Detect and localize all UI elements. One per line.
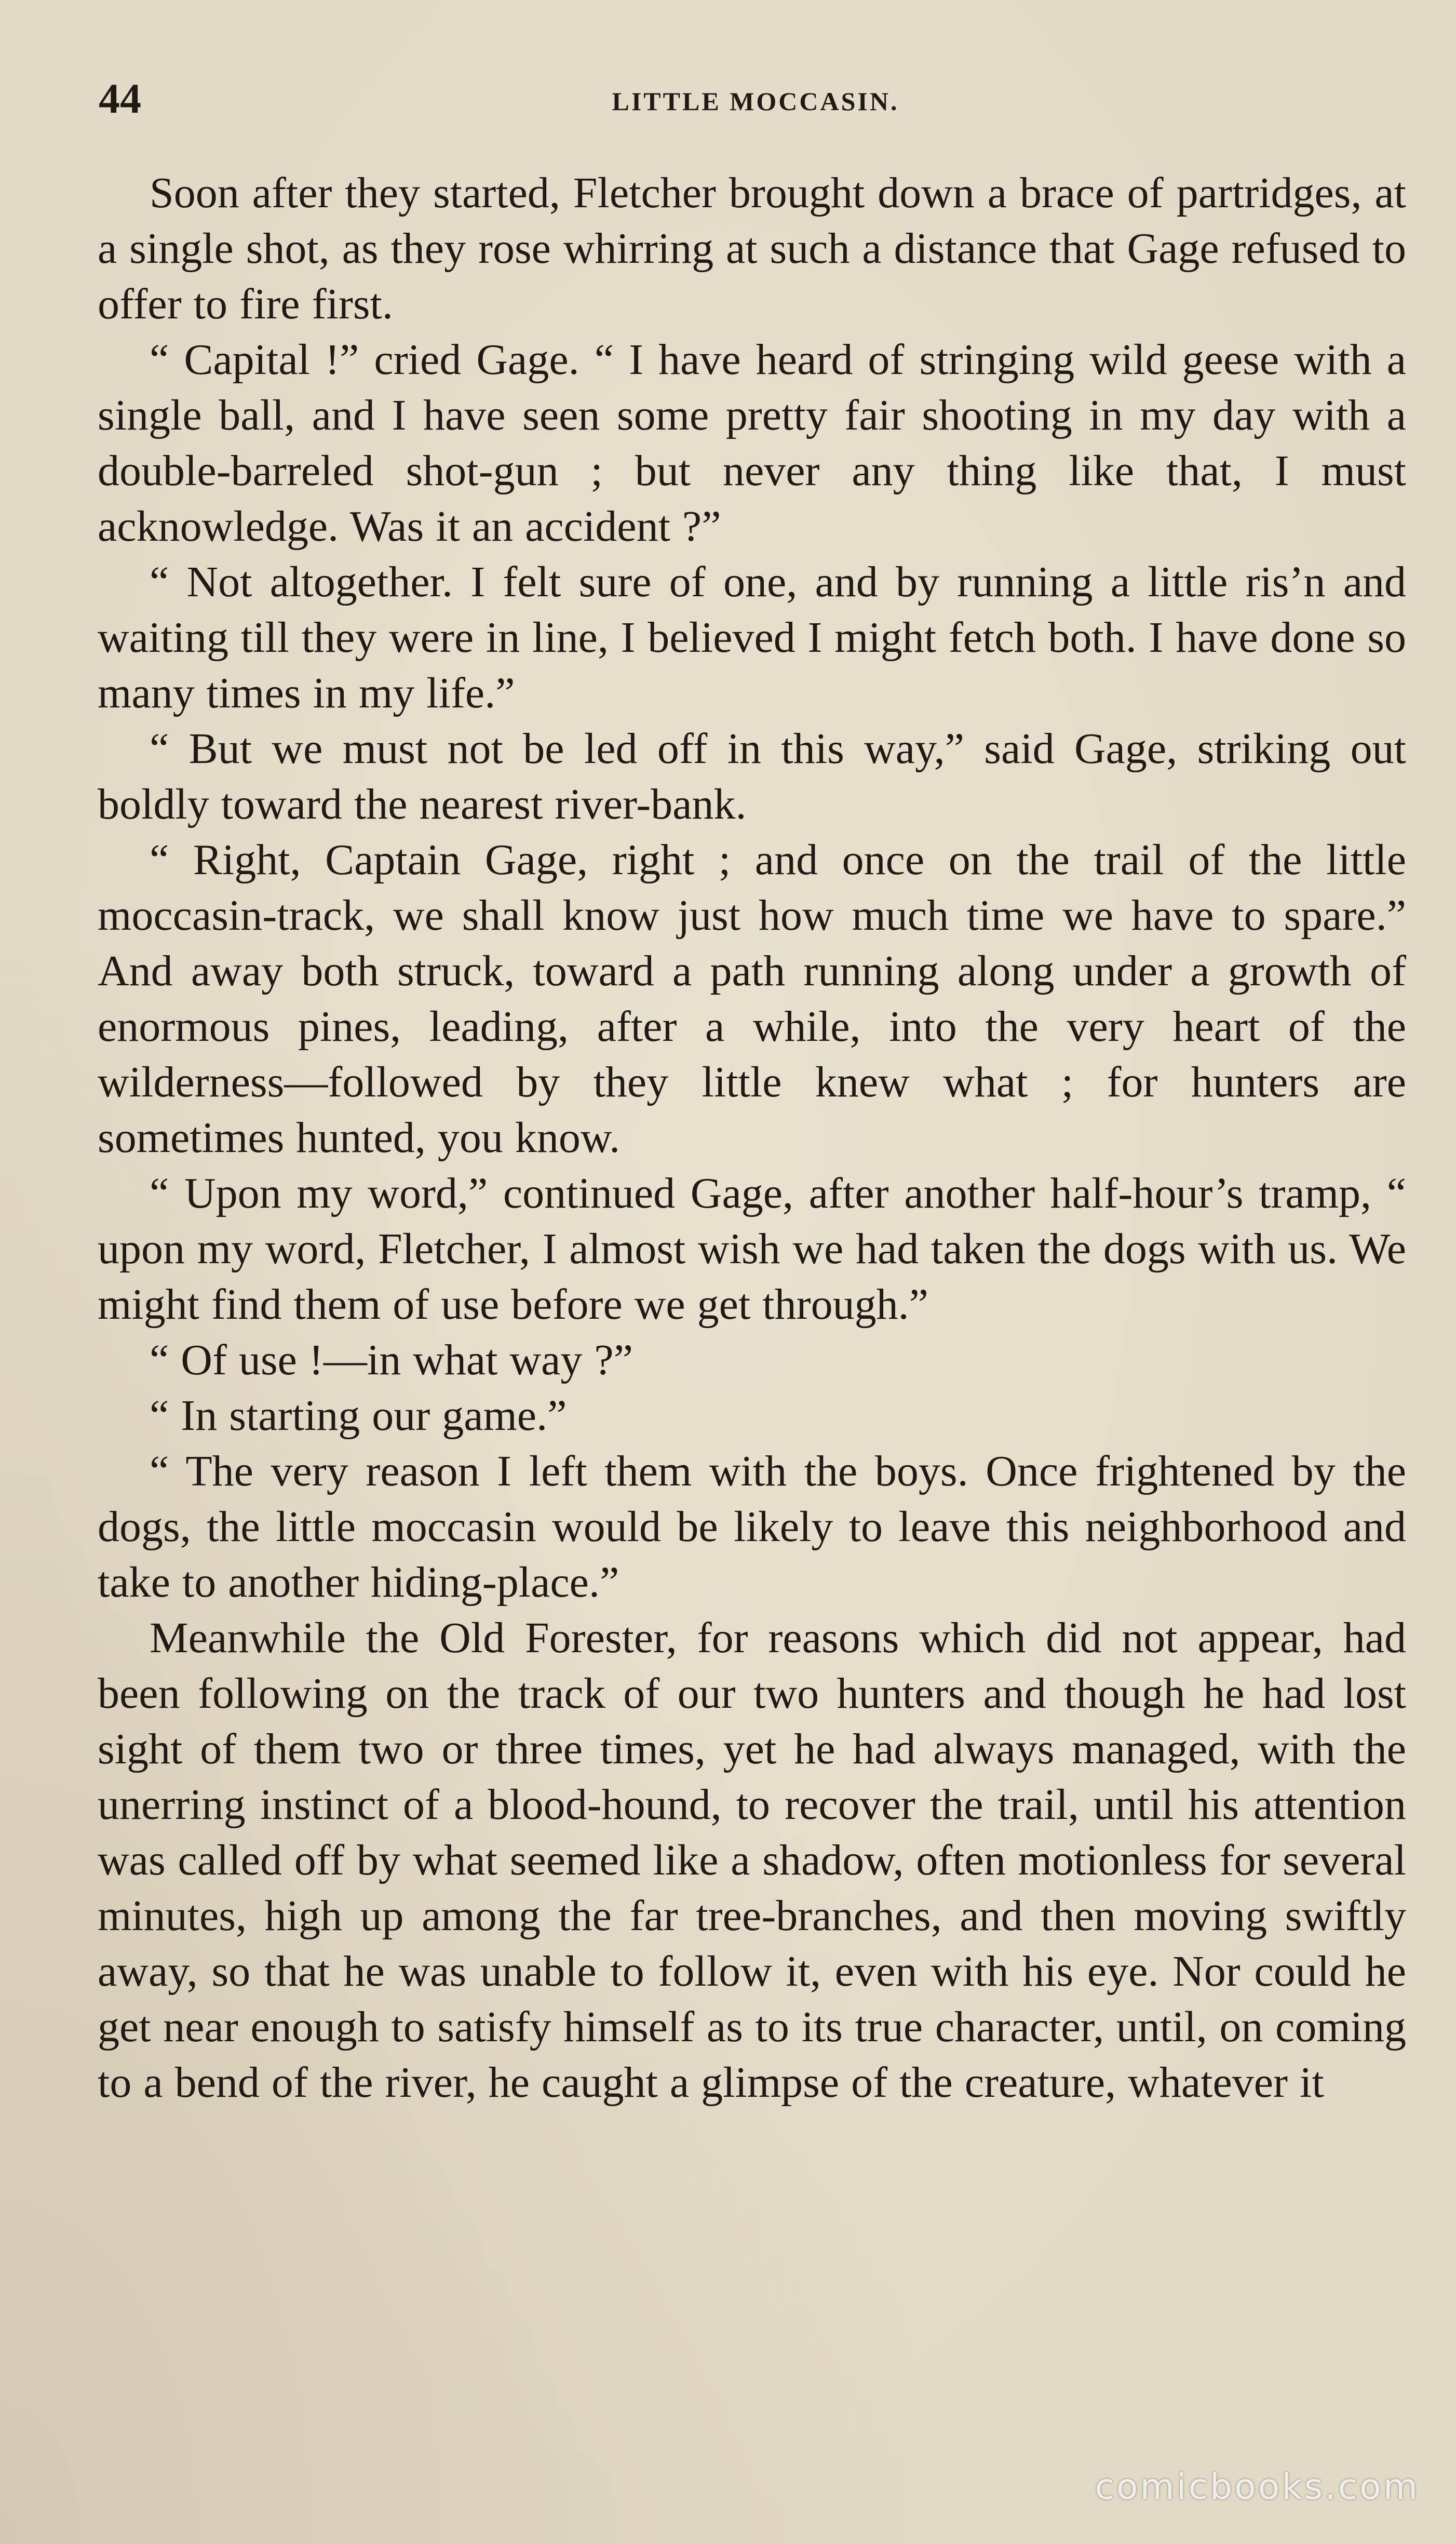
paragraph: Soon after they started, Fletcher brought down a brace of partridges, at a single shot, as they rose whirring at such a distance that Gage refused to offer to fire first. xyxy=(98,169,1406,328)
paragraph: “ Of use !—in what way ?” xyxy=(150,1336,633,1384)
paragraph: “ Right, Captain Gage, right ; and once on the trail of the little moccasin-track, we shall know just how much time we have to spare.” And away both struck, toward a path running along under a growth of enormous pines, leading, after a while, into the very heart of the wilderness—followed by they little knew what ; for hunters are sometimes hunted, you know. xyxy=(98,836,1406,1162)
paragraph: “ In starting our game.” xyxy=(150,1391,567,1440)
running-head: LITTLE MOCCASIN. xyxy=(612,87,899,116)
page-number: 44 xyxy=(99,75,141,122)
watermark: comicbooks.com xyxy=(1095,2467,1420,2508)
paragraph: “ The very reason I left them with the boys. Once frightened by the dogs, the little moccasin would be likely to leave this neighborhood and take to another hiding-place.” xyxy=(98,1447,1406,1606)
paragraph: Meanwhile the Old Forester, for reasons which did not appear, had been following on the track of our two hunters and though he had lost sight of them two or three times, yet he had always managed, with the unerring instinct of a blood-hound, to recover the trail, until his attention was called off by what seemed like a shadow, often motionless for several minutes, high up among the far tree-branches, and then moving swiftly away, so that he was unable to follow it, even with his eye. Nor could he get near enough to satisfy himself as to its true character, until, on coming to a bend of the river, he caught a glimpse of the creature, whatever it xyxy=(98,1614,1406,2107)
paragraph: “ Not altogether. I felt sure of one, and by running a little ris’n and waiting till they were in line, I believed I might fetch both. I have done so many times in my life.” xyxy=(98,558,1406,717)
page-header xyxy=(99,73,1412,130)
paragraph: “ Capital !” cried Gage. “ I have heard of stringing wild geese with a single ball, and I have seen some pretty fair shooting in my day with a double-barreled shot-gun ; but never any thing like that, I must acknowledge. Was it an accident ?” xyxy=(98,336,1406,551)
paragraph: “ But we must not be led off in this way,” said Gage, striking out boldly toward the nearest river-bank. xyxy=(98,725,1406,828)
body-text xyxy=(98,165,1406,2110)
paragraph: “ Upon my word,” continued Gage, after another half-hour’s tramp, “ upon my word, Fletcher, I almost wish we had taken the dogs with us. We might find them of use before we get through.” xyxy=(98,1169,1406,1329)
